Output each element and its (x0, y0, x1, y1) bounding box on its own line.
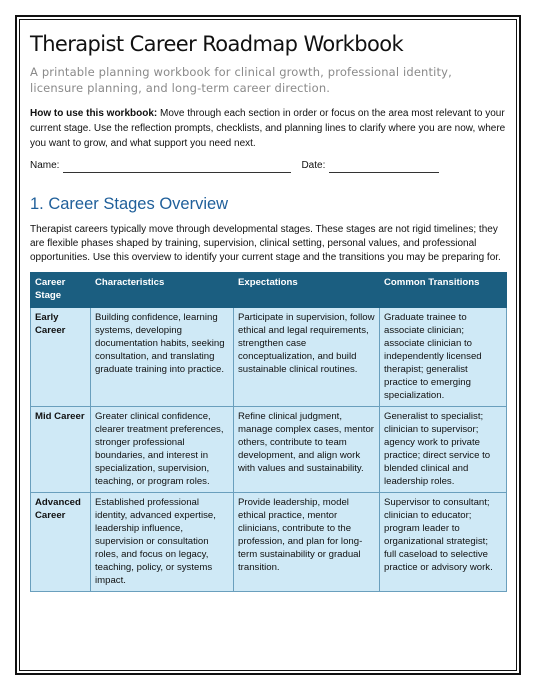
name-input-line[interactable] (63, 161, 291, 173)
stage-cell: Mid Career (31, 407, 91, 493)
table-header-row (31, 273, 507, 308)
how-to-text: Move through each section in order or focus on the area most relevant to your current stage. Use the reflection prompts, checklists, and planning lines to clarify where you are now, where you want to grow, and what support you need next. (30, 108, 506, 149)
characteristics-cell: Building confidence, learning systems, developing documentation habits, seeking consultation, and translating graduate training into practice. (91, 308, 234, 407)
stage-cell: Advanced Career (31, 493, 91, 592)
table-row (31, 308, 507, 407)
how-to-label: How to use this workbook: (30, 108, 158, 119)
header-expectations: Expectations (234, 273, 380, 308)
header-characteristics: Characteristics (91, 273, 234, 308)
table-row (31, 407, 507, 493)
table-row (31, 493, 507, 592)
header-career-stage: Career Stage (31, 273, 91, 308)
section-heading: 1. Career Stages Overview (30, 195, 229, 213)
transitions-cell: Graduate trainee to associate clinician; associate clinician to independently licensed therapist; generalist practice to emerging specialization. (380, 308, 507, 407)
expectations-cell: Provide leadership, model ethical practice, mentor clinicians, contribute to the profession, and plan for long-term sustainability or gradual transition. (234, 493, 380, 592)
transitions-cell: Generalist to specialist; clinician to supervisor; agency work to private practice; direct service to blended clinical and leadership roles. (380, 407, 507, 493)
how-to-paragraph (30, 106, 506, 151)
workbook-page (30, 30, 506, 592)
expectations-cell: Participate in supervision, follow ethical and legal requirements, strengthen case conceptualization, and build sustainable clinical routines. (234, 308, 380, 407)
date-label: Date: (301, 160, 326, 171)
date-input-line[interactable] (329, 161, 439, 173)
header-common-transitions: Common Transitions (380, 273, 507, 308)
characteristics-cell: Greater clinical confidence, clearer treatment preferences, stronger professional boundaries, and interest in specialization, supervision, teaching, or program roles. (91, 407, 234, 493)
page-title: Therapist Career Roadmap Workbook (30, 32, 404, 56)
transitions-cell: Supervisor to consultant; clinician to educator; program leader to organizational strategist; full caseload to selective practice or advisory work. (380, 493, 507, 592)
expectations-cell: Refine clinical judgment, manage complex cases, mentor others, contribute to team development, and align work with values and sustainability. (234, 407, 380, 493)
characteristics-cell: Established professional identity, advanced expertise, leadership influence, supervision or consultation roles, and focus on legacy, teaching, policy, or systems impact. (91, 493, 234, 592)
stage-cell: Early Career (31, 308, 91, 407)
career-stages-table (30, 272, 507, 592)
name-date-fields (30, 159, 506, 173)
name-label: Name: (30, 160, 60, 171)
section-intro: Therapist careers typically move through developmental stages. These stages are not rigid timelines; they are flexible phases shaped by training, supervision, clinical setting, personal values, and professional opportunities. Use this overview to identify your current stage and the transitions you may be preparing for. (30, 224, 501, 263)
page-subtitle: A printable planning workbook for clinical growth, professional identity, licensure planning, and long-term career direction. (30, 65, 452, 95)
